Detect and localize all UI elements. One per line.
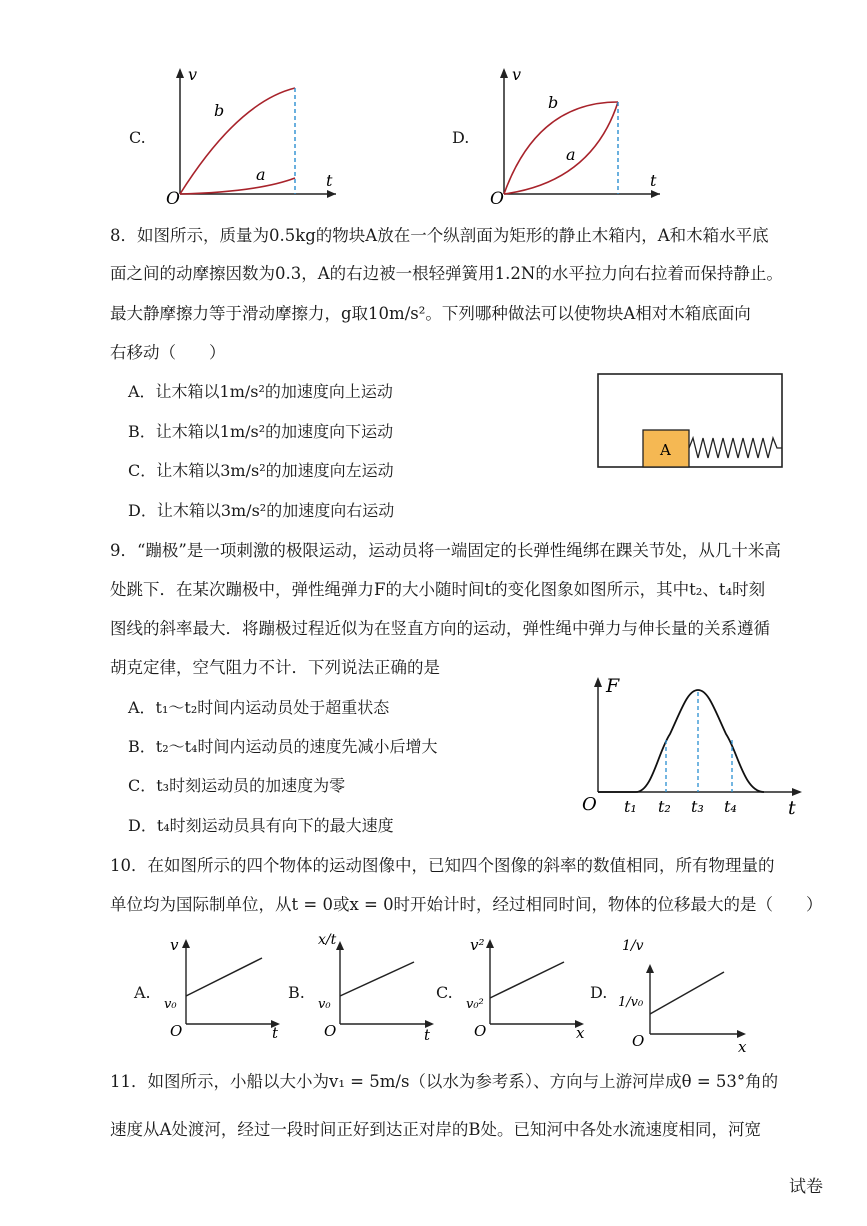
curve-a-label: a [256, 165, 266, 184]
q10-graph-a [160, 932, 290, 1044]
q7-option-d-graph [492, 62, 672, 210]
graph-line [186, 958, 262, 996]
q8-option-d: D．让木箱以3m/s²的加速度向右运动 [128, 501, 395, 520]
tick-t1: t₁ [624, 797, 637, 816]
y-axis-arrow-icon [176, 68, 184, 78]
x-axis-label: t [424, 1026, 431, 1044]
q8-line-1: 8．如图所示，质量为0.5kg的物块A放在一个纵剖面为矩形的静止木箱内，A和木箱水平底 [110, 226, 769, 245]
q8-box-diagram [596, 372, 786, 472]
axis-t-label: t [650, 171, 657, 190]
x-axis-arrow-icon [737, 1030, 746, 1038]
curve-b-label: b [214, 101, 225, 120]
q10-graph-a-label: A. [134, 983, 151, 1002]
origin-label: O [490, 189, 504, 209]
q9-line-1: 9．“蹦极”是一项刺激的极限运动，运动员将一端固定的长弹性绳绑在踝关节处，从几十米高 [110, 541, 781, 560]
q10-graph-c-label: C. [436, 983, 453, 1002]
q9-option-d: D．t₄时刻运动员具有向下的最大速度 [128, 816, 394, 835]
wooden-box [598, 374, 782, 467]
page-footer: 试卷 [789, 1177, 823, 1197]
axis-t-label: t [788, 797, 796, 819]
x-axis-label: x [576, 1024, 585, 1042]
q10-graph-c [462, 932, 592, 1044]
origin-label: O [582, 794, 597, 815]
y-axis-arrow-icon [646, 964, 654, 973]
x-axis-label: t [272, 1024, 279, 1042]
axis-v-label: v [188, 65, 198, 84]
graph-line [340, 962, 414, 996]
graph-line [490, 962, 564, 998]
axis-v-label: v [512, 65, 522, 84]
origin-label: O [324, 1022, 337, 1040]
q8-option-c: C．让木箱以3m/s²的加速度向左运动 [128, 461, 394, 480]
y-axis-arrow-icon [594, 677, 602, 687]
origin-label: O [170, 1022, 183, 1040]
q10-graph-b-label: B. [288, 983, 305, 1002]
curve-b [504, 102, 618, 194]
q8-line-4: 右移动（ ） [110, 343, 226, 362]
x-axis-label: x [738, 1038, 747, 1056]
y-axis-label: v² [470, 936, 485, 954]
block-a-label: A [660, 441, 671, 459]
q10-line-2: 单位均为国际制单位，从t = 0或x = 0时开始计时，经过相同时间，物体的位移最大的是（ ） [110, 895, 823, 914]
x-axis-arrow-icon [792, 788, 802, 796]
spring [689, 438, 782, 458]
curve-b [180, 88, 295, 194]
q10-graph-d-label: D. [590, 983, 608, 1002]
q7-option-c-graph [168, 62, 348, 210]
y-axis-arrow-icon [182, 939, 190, 948]
y-axis-label: x/t [318, 932, 337, 948]
q11-line-1: 11．如图所示，小船以大小为v₁ = 5m/s（以水为参考系）、方向与上游河岸成θ = 53°角的 [110, 1072, 779, 1091]
q7-option-d-label: D. [452, 128, 470, 147]
curve-b-label: b [548, 93, 559, 112]
tick-t2: t₂ [658, 797, 671, 816]
q7-option-c-label: C. [129, 128, 146, 147]
intercept-label: v₀² [466, 997, 484, 1012]
origin-label: O [632, 1032, 645, 1050]
y-axis-arrow-icon [500, 68, 508, 78]
q9-option-c: C．t₃时刻运动员的加速度为零 [128, 776, 346, 795]
q9-line-4: 胡克定律，空气阻力不计．下列说法正确的是 [110, 658, 440, 677]
curve-a [180, 178, 295, 194]
y-axis-label: 1/v [622, 938, 644, 954]
q10-line-1: 10．在如图所示的四个物体的运动图像中，已知四个图像的斜率的数值相同，所有物理量的 [110, 856, 775, 875]
q9-option-a: A．t₁～t₂时间内运动员处于超重状态 [128, 698, 390, 717]
q10-graph-d [616, 924, 756, 1060]
q8-option-a: A．让木箱以1m/s²的加速度向上运动 [128, 382, 393, 401]
axis-f-label: F [606, 675, 620, 697]
force-curve [598, 690, 764, 792]
x-axis-arrow-icon [651, 190, 660, 198]
q9-line-2: 处跳下．在某次蹦极中，弹性绳弹力F的大小随时间t的变化图象如图所示，其中t₂、t₄时刻 [110, 580, 766, 599]
graph-line [650, 972, 724, 1014]
y-axis-arrow-icon [336, 941, 344, 950]
y-axis-label: v [170, 936, 179, 954]
intercept-label: v₀ [318, 997, 331, 1012]
axis-t-label: t [326, 171, 333, 190]
q8-line-2: 面之间的动摩擦因数为0.3，A的右边被一根轻弹簧用1.2N的水平拉力向右拉着而保持静止。 [110, 264, 783, 283]
curve-a-label: a [566, 145, 576, 164]
q9-line-3: 图线的斜率最大．将蹦极过程近似为在竖直方向的运动，弹性绳中弹力与伸长量的关系遵循 [110, 619, 770, 638]
tick-t4: t₄ [724, 797, 737, 816]
x-axis-arrow-icon [327, 190, 336, 198]
q9-force-time-graph [578, 672, 810, 820]
q8-line-3: 最大静摩擦力等于滑动摩擦力，g取10m/s²。下列哪种做法可以使物块A相对木箱底面向 [110, 304, 751, 323]
y-axis-arrow-icon [486, 939, 494, 948]
q10-graph-b [314, 924, 444, 1044]
origin-label: O [474, 1022, 487, 1040]
q9-option-b: B．t₂～t₄时间内运动员的速度先减小后增大 [128, 737, 438, 756]
origin-label: O [166, 189, 180, 209]
tick-t3: t₃ [691, 797, 704, 816]
q11-line-2: 速度从A处渡河，经过一段时间正好到达正对岸的B处。已知河中各处水流速度相同，河宽 [110, 1120, 762, 1139]
intercept-label: v₀ [164, 997, 177, 1012]
intercept-label: 1/v₀ [618, 995, 644, 1010]
q8-option-b: B．让木箱以1m/s²的加速度向下运动 [128, 422, 394, 441]
